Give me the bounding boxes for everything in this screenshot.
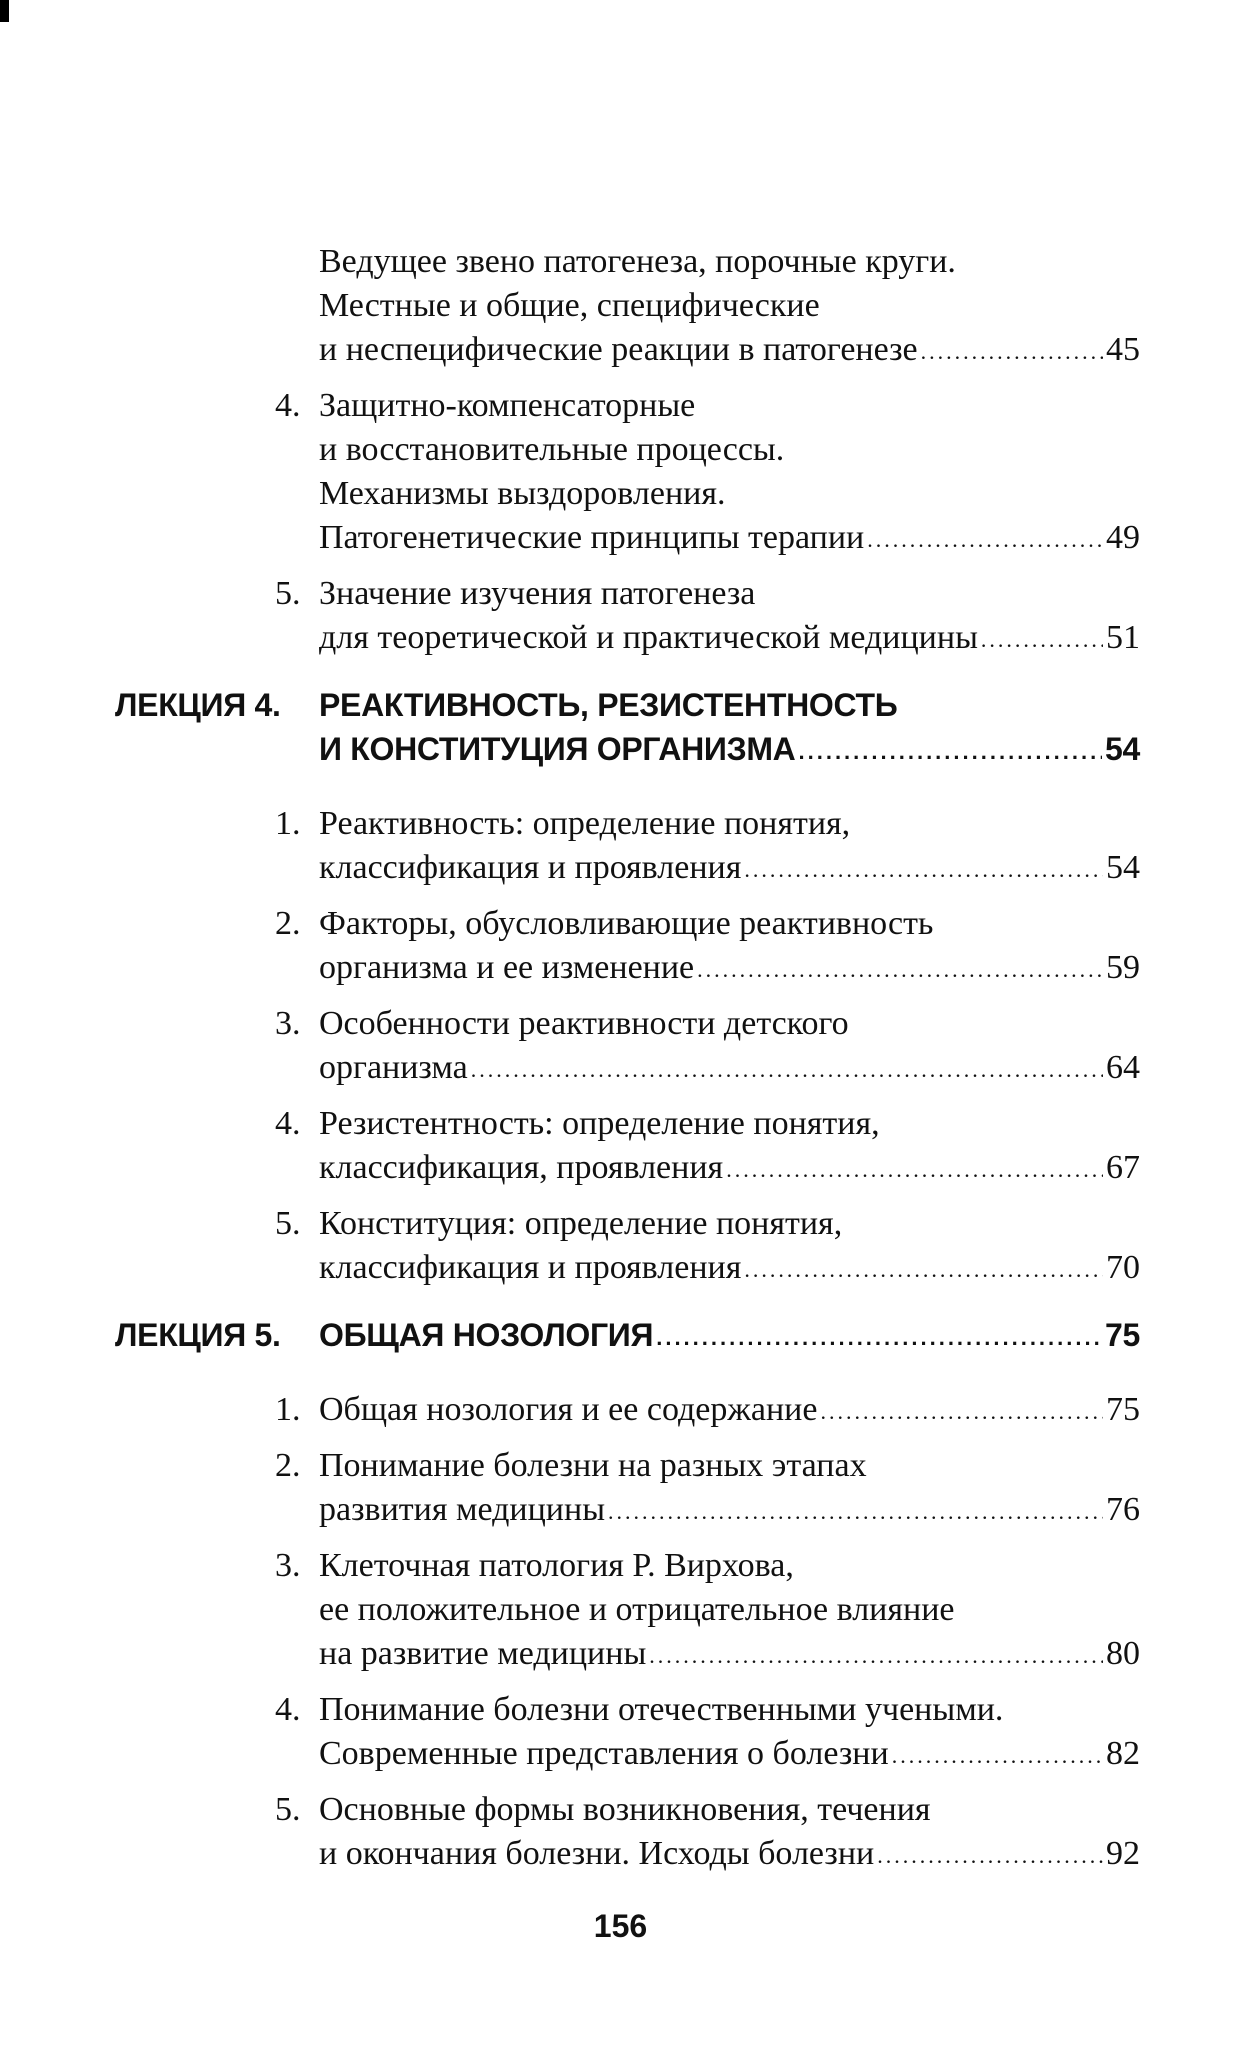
toc-item-title xyxy=(319,1544,1140,1679)
toc-item xyxy=(275,1002,1140,1093)
toc-item xyxy=(275,1688,1140,1779)
toc-item-number: 1. xyxy=(275,1391,301,1428)
toc-item-number: 3. xyxy=(275,1547,301,1584)
toc-item-line: Местные и общие, специфические xyxy=(319,287,820,324)
dot-leader xyxy=(726,1148,1103,1192)
toc-item-last-line xyxy=(319,946,1140,993)
toc-item-line: Ведущее звено патогенеза, порочные круги. xyxy=(319,243,956,280)
dot-leader xyxy=(649,1634,1103,1678)
toc-item-number: 4. xyxy=(275,1105,301,1142)
lecture-page-number: 75 xyxy=(1105,1317,1140,1353)
dot-leader xyxy=(656,1316,1102,1360)
toc-item-line: Понимание болезни отечественными учеными. xyxy=(319,1691,1004,1728)
toc-item-line: Понимание болезни на разных этапах xyxy=(319,1447,867,1484)
toc-item xyxy=(275,1444,1140,1535)
toc-item-title xyxy=(319,1688,1140,1779)
lecture-title-last-line xyxy=(319,1313,1140,1361)
toc-item-line: классификация и проявления xyxy=(319,1249,742,1286)
toc-item-last-line xyxy=(319,1246,1140,1293)
toc-item-number: 5. xyxy=(275,1791,301,1828)
toc-item-number: 4. xyxy=(275,387,301,424)
lecture-heading xyxy=(115,683,1140,775)
toc-page-number: 82 xyxy=(1106,1735,1140,1772)
toc-item-title xyxy=(319,802,1140,893)
dot-leader xyxy=(744,848,1103,892)
lecture-label: ЛЕКЦИЯ 5. xyxy=(115,1317,281,1353)
toc-item-line: Клеточная патология Р. Вирхова, xyxy=(319,1547,794,1584)
toc-item-line: и окончания болезни. Исходы болезни xyxy=(319,1835,875,1872)
toc-item xyxy=(275,572,1140,663)
toc-item-last-line xyxy=(319,1632,1140,1679)
toc-item-title xyxy=(319,1388,1140,1435)
toc-item-line: и неспецифические реакции в патогенезе xyxy=(319,331,918,368)
toc-item xyxy=(275,1544,1140,1679)
toc-item-number: 2. xyxy=(275,905,301,942)
toc-item-title xyxy=(319,902,1140,993)
dot-leader xyxy=(867,518,1103,562)
toc-item-number: 1. xyxy=(275,805,301,842)
toc-item-last-line xyxy=(319,1832,1140,1879)
toc-item-number: 3. xyxy=(275,1005,301,1042)
table-of-contents xyxy=(0,240,1241,1888)
dot-leader xyxy=(877,1834,1103,1878)
toc-item-line: Значение изучения патогенеза xyxy=(319,575,756,612)
toc-item xyxy=(275,1202,1140,1293)
lecture-title xyxy=(319,683,1140,775)
toc-item xyxy=(275,384,1140,563)
toc-item-title xyxy=(319,1002,1140,1093)
dot-leader xyxy=(744,1248,1103,1292)
toc-page-number: 76 xyxy=(1106,1491,1140,1528)
lecture-page-number: 54 xyxy=(1105,731,1140,767)
toc-item-line: на развитие медицины xyxy=(319,1635,647,1672)
dot-leader xyxy=(608,1490,1103,1534)
toc-item xyxy=(275,1788,1140,1879)
toc-item-number: 5. xyxy=(275,1205,301,1242)
lecture-title-line: И КОНСТИТУЦИЯ ОРГАНИЗМА xyxy=(319,731,796,767)
toc-page-number: 51 xyxy=(1106,619,1140,656)
dot-leader xyxy=(471,1048,1103,1092)
toc-item-line: классификация и проявления xyxy=(319,849,742,886)
toc-item-title xyxy=(319,1202,1140,1293)
toc-item xyxy=(275,902,1140,993)
toc-item-line: Факторы, обусловливающие реактивность xyxy=(319,905,934,942)
toc-item-line: Резистентность: определение понятия, xyxy=(319,1105,880,1142)
dot-leader xyxy=(820,1390,1103,1434)
toc-item-number: 5. xyxy=(275,575,301,612)
toc-item-title xyxy=(319,572,1140,663)
toc-page-number: 67 xyxy=(1106,1149,1140,1186)
dot-leader xyxy=(799,730,1103,774)
toc-item xyxy=(275,1388,1140,1435)
toc-page-number: 45 xyxy=(1106,331,1140,368)
lecture-title-line: РЕАКТИВНОСТЬ, РЕЗИСТЕНТНОСТЬ xyxy=(319,687,898,723)
toc-item xyxy=(319,240,1140,375)
toc-item-line: организма и ее изменение xyxy=(319,949,695,986)
toc-page-number: 80 xyxy=(1106,1635,1140,1672)
dot-leader xyxy=(697,948,1103,992)
lecture-title-last-line xyxy=(319,727,1140,775)
toc-item-line: для теоретической и практической медицины xyxy=(319,619,978,656)
toc-item-line: Реактивность: определение понятия, xyxy=(319,805,851,842)
toc-item-last-line xyxy=(319,1488,1140,1535)
dot-leader xyxy=(921,330,1103,374)
toc-page-number: 92 xyxy=(1106,1835,1140,1872)
toc-item xyxy=(275,802,1140,893)
toc-item-line: Патогенетические принципы терапии xyxy=(319,519,865,556)
lecture-heading xyxy=(115,1313,1140,1361)
toc-item-last-line xyxy=(319,1388,1140,1435)
toc-item-line: классификация, проявления xyxy=(319,1149,724,1186)
toc-item-title xyxy=(319,1102,1140,1193)
toc-item-last-line xyxy=(319,616,1140,663)
toc-item-line: и восстановительные процессы. xyxy=(319,431,785,468)
toc-item-title xyxy=(319,1444,1140,1535)
lecture-label: ЛЕКЦИЯ 4. xyxy=(115,687,281,723)
toc-item xyxy=(275,1102,1140,1193)
toc-item-line: Механизмы выздоровления. xyxy=(319,475,726,512)
toc-item-line: Общая нозология и ее содержание xyxy=(319,1391,818,1428)
toc-item-number: 4. xyxy=(275,1691,301,1728)
toc-page-number: 54 xyxy=(1106,849,1140,886)
toc-item-last-line xyxy=(319,516,1140,563)
toc-item-line: Основные формы возникновения, течения xyxy=(319,1791,931,1828)
toc-item-last-line xyxy=(319,1146,1140,1193)
toc-item-last-line xyxy=(319,846,1140,893)
toc-page-number: 64 xyxy=(1106,1049,1140,1086)
toc-item-title xyxy=(319,1788,1140,1879)
toc-item-line: Особенности реактивности детского xyxy=(319,1005,849,1042)
toc-item-title xyxy=(319,240,1140,375)
toc-item-last-line xyxy=(319,1046,1140,1093)
scan-corner-mark xyxy=(0,0,9,22)
toc-item-number: 2. xyxy=(275,1447,301,1484)
lecture-title-line: ОБЩАЯ НОЗОЛОГИЯ xyxy=(319,1317,654,1353)
dot-leader xyxy=(892,1734,1103,1778)
dot-leader xyxy=(981,618,1103,662)
toc-item-line: развития медицины xyxy=(319,1491,606,1528)
toc-page-number: 70 xyxy=(1106,1249,1140,1286)
page-number: 156 xyxy=(593,1908,648,1944)
toc-item-title xyxy=(319,384,1140,563)
toc-item-last-line xyxy=(319,1732,1140,1779)
toc-item-last-line xyxy=(319,328,1140,375)
toc-page-number: 59 xyxy=(1106,949,1140,986)
lecture-title xyxy=(319,1313,1140,1361)
toc-item-line: организма xyxy=(319,1049,468,1086)
toc-page-number: 49 xyxy=(1106,519,1140,556)
toc-item-line: Конституция: определение понятия, xyxy=(319,1205,843,1242)
toc-page-number: 75 xyxy=(1106,1391,1140,1428)
toc-item-line: Защитно-компенсаторные xyxy=(319,387,696,424)
toc-item-line: Современные представления о болезни xyxy=(319,1735,889,1772)
toc-item-line: ее положительное и отрицательное влияние xyxy=(319,1591,955,1628)
